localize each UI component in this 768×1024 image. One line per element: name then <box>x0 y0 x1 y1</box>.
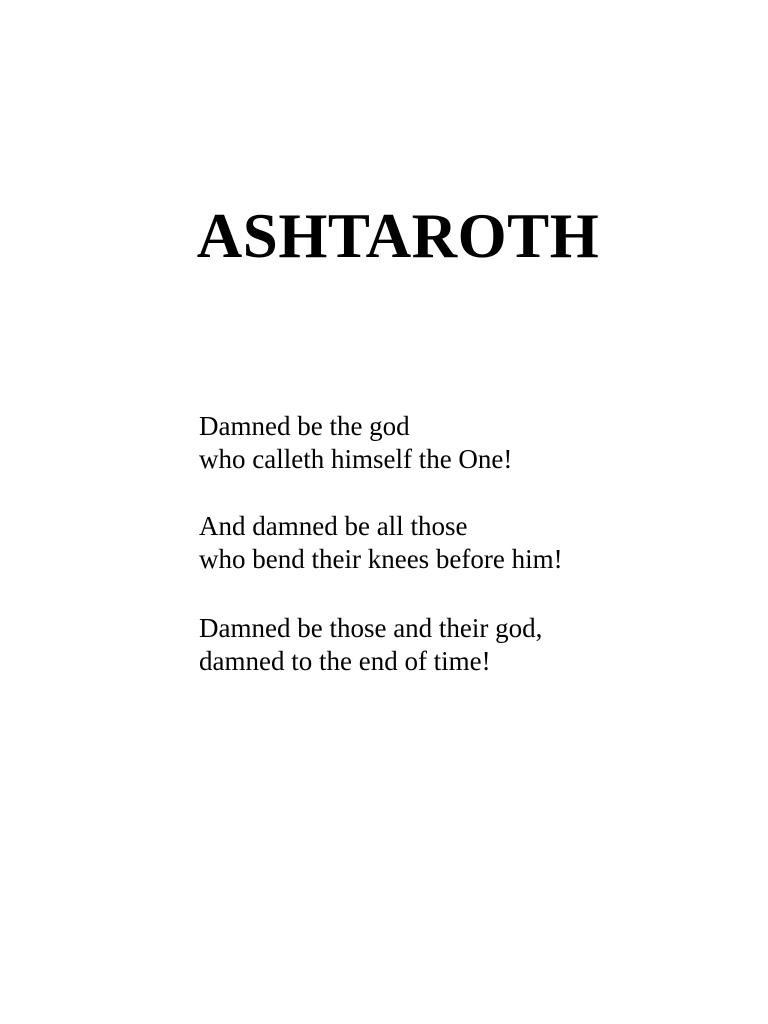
poem <box>199 410 739 712</box>
poem-line: Damned be the god <box>199 411 410 441</box>
poem-line: who calleth himself the One! <box>199 444 513 474</box>
poem-line: Damned be those and their god, <box>199 613 543 643</box>
poem-line: And damned be all those <box>199 511 468 541</box>
stanza-3 <box>199 612 739 678</box>
page-title: ASHTAROTH <box>196 201 600 271</box>
stanza-2 <box>199 510 739 576</box>
stanza-1 <box>199 410 739 476</box>
poem-line: damned to the end of time! <box>199 646 491 676</box>
poem-line: who bend their knees before him! <box>199 544 563 574</box>
